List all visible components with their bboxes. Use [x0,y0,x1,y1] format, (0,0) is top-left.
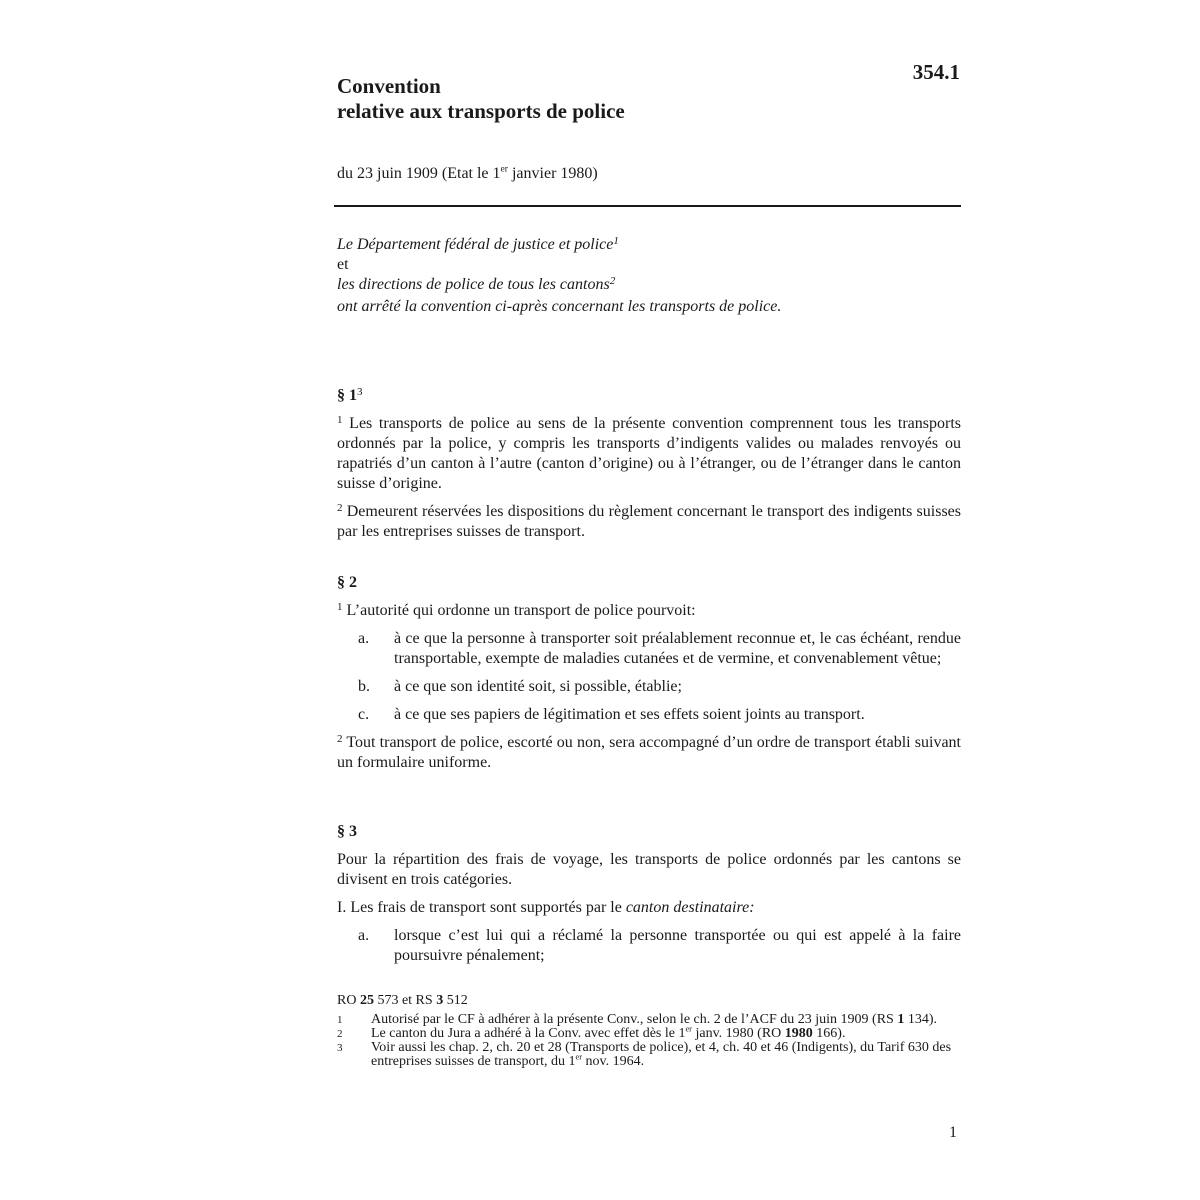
source-reference: RO 25 573 et RS 3 512 [337,993,468,1008]
preamble-line-2: et [337,256,349,273]
header-divider [334,205,961,207]
preamble-line-3: les directions de police de tous les cantons$^2$ [337,275,616,293]
section-heading: § 2 [337,574,357,591]
document-date: du 23 juin 1909 (Etat le 1er janvier 1980) [337,163,598,182]
title-line-1: Convention [337,74,441,98]
paragraph: $^1$ Les transports de police au sens de la présente convention comprennent tous les transports ordonnés par la police, y compris les transports d’indigents valides ou malades renvoyés ou rapatriés d’un canton à l’autre (canton d’origine) ou à l’étranger, ou de l’étranger dans le canton suisse d’origine. [337,414,961,492]
footnote-3: 3 Voir aussi les chap. 2, ch. 20 et 28 (Transports de police), et 4, ch. 40 et 46 (Indigents), du Tarif 630 des entreprises suisses de transport, du 1er nov. 1964. [337,1040,952,1069]
section-1 [337,386,961,550]
section-heading: § 3 [337,823,357,840]
list-item: c. à ce que ses papiers de légitimation et ses effets soient joints au transport. [358,706,865,723]
document-title [337,74,961,124]
paragraph: $^2$ Demeurent réservées les dispositions du règlement concernant le transport des indigents suisses par les entreprises suisses de transport. [337,502,961,540]
list-item: b. à ce que son identité soit, si possible, établie; [358,678,682,695]
enumeration-list [337,926,961,966]
footnote-ref-1: 1 [613,235,619,247]
section-2 [337,573,961,781]
section-heading: § $1^3$ [337,386,363,404]
paragraph: $^2$ Tout transport de police, escorté ou non, sera accompagné d’un ordre de transport établi suivant un formulaire uniforme. [337,733,961,771]
footnote-ref-3: 3 [357,386,363,398]
preamble-line-4: ont arrêté la convention ci-après concernant les transports de police. [337,298,782,315]
paragraph: Pour la répartition des frais de voyage, les transports de police ordonnés par les cantons se divisent en trois catégories. [337,851,961,888]
list-item: a. lorsque c’est lui qui a réclamé la personne transportée ou qui est appelé à la faire poursuivre pénalement; [358,927,961,964]
title-line-2: relative aux transports de police [337,99,625,123]
enumeration-list [337,629,961,725]
page-number: 1 [949,1124,957,1141]
paragraph: $^1$ L’autorité qui ordonne un transport de police pourvoit: [337,601,696,619]
list-item: a. à ce que la personne à transporter soit préalablement reconnue et, le cas échéant, rendue transportable, exempte de maladies cutanées et de vermine, et convenablement vêtue; [358,630,961,667]
footnote-ref-2: 2 [609,275,616,287]
footnote-2: 2 Le canton du Jura a adhéré à la Conv. avec effet dès le 1er janv. 1980 (RO 1980 166). [337,1024,846,1041]
footnote-1: 1 Autorisé par le CF à adhérer à la présente Conv., selon le ch. 2 de l’ACF du 23 juin 1909 (RS 1 134). [337,1012,937,1027]
preamble-line-1: Le Département fédéral de justice et police$^1$ [337,235,619,253]
classification-number: 354.1 [912,60,960,84]
preamble [337,235,961,317]
section-3 [337,822,961,974]
paragraph: I. Les frais de transport sont supportés par le canton destinataire: [337,899,755,916]
footnotes [337,994,961,1069]
